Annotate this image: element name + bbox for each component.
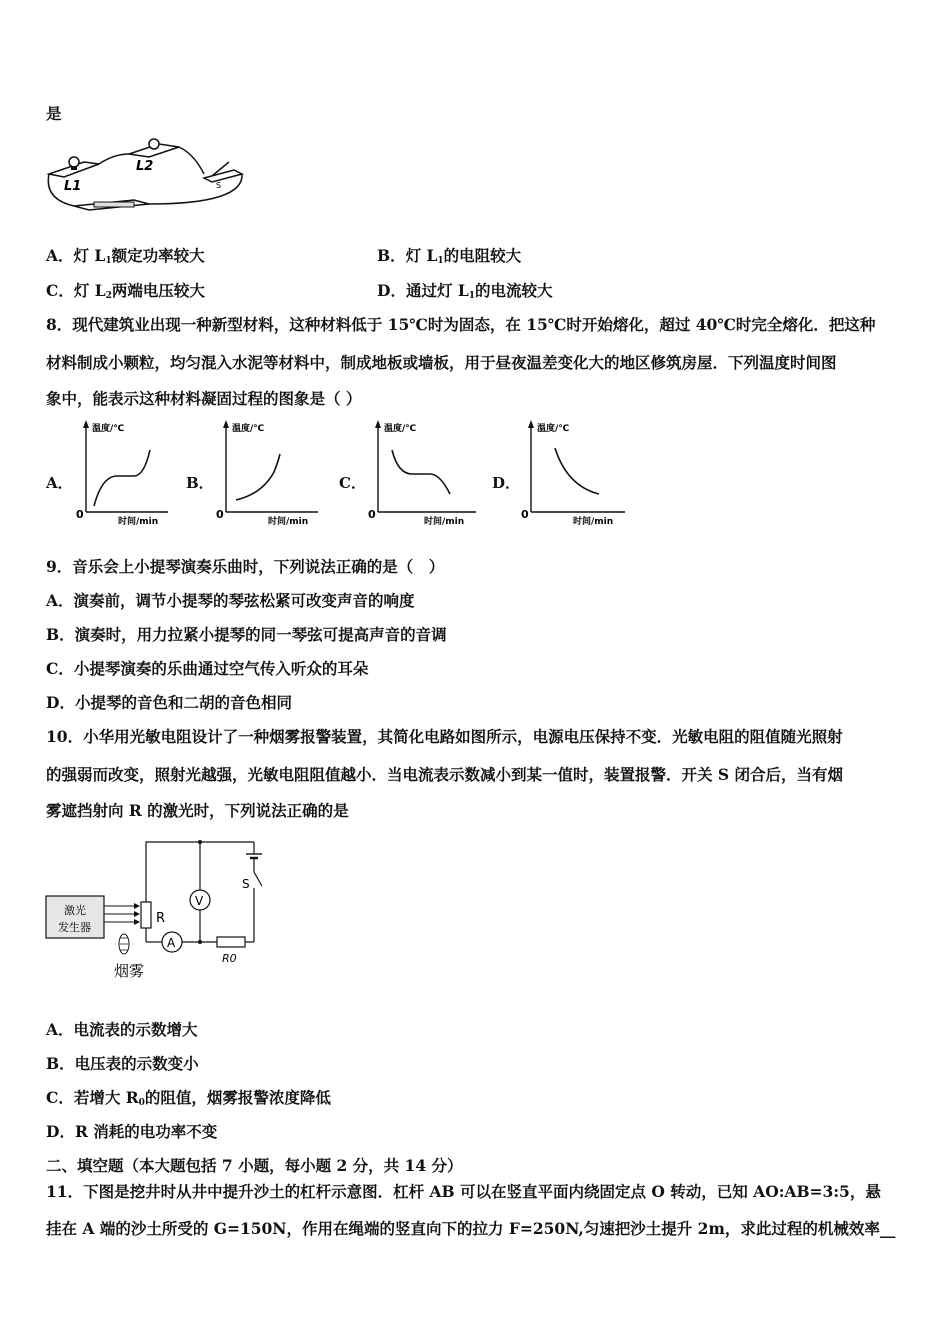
q8-graph-c xyxy=(364,418,480,530)
q9-option-d: D．小提琴的音色和二胡的音色相同 xyxy=(46,693,292,712)
graph-d-curve xyxy=(555,448,599,494)
q8-graph-a xyxy=(72,418,172,530)
q8-line-2: 材料制成小颗粒，均匀混入水泥等材料中，制成地板或墙板，用于昼夜温差变化大的地区修筑房屋．下列温度时间图 xyxy=(46,353,837,372)
graph-b-ylabel: 温度/℃ xyxy=(232,424,265,434)
section-2-heading: 二、填空题（本大题包括 7 小题，每小题 2 分，共 14 分） xyxy=(46,1156,463,1175)
q7-option-c: C．灯 $L_2$两端电压较大 xyxy=(46,281,205,301)
graph-d-ylabel: 温度/℃ xyxy=(537,424,570,434)
resistor-r-label: R xyxy=(156,911,166,926)
q10-line-1: 10．小华用光敏电阻设计了一种烟雾报警装置，其简化电路如图所示，电源电压保持不变．光敏电阻的阻值随光照射 xyxy=(46,727,843,746)
graph-b-xlabel: 时间/min xyxy=(268,517,309,527)
graph-a-curve xyxy=(94,450,150,506)
switch-s-label: S xyxy=(242,877,250,891)
switch-label: S xyxy=(216,181,222,190)
q8-line-1: 8．现代建筑业出现一种新型材料，这种材料低于 15℃时为固态，在 15℃时开始熔化，超过 40℃时完全熔化．把这种 xyxy=(46,315,876,334)
switch-s xyxy=(254,872,262,886)
q7-circuit-figure xyxy=(44,134,244,214)
ammeter-label: A xyxy=(167,936,176,950)
q10-option-a: A．电流表的示数增大 xyxy=(46,1020,198,1039)
l1-label: L1 xyxy=(64,179,82,194)
smoke-label: 烟雾 xyxy=(114,962,145,980)
q11-line-1: 11．下图是挖井时从井中提升沙土的杠杆示意图．杠杆 AB 可以在竖直平面内绕固定点 O 转动，已知 AO:AB=3:5，悬 xyxy=(46,1182,881,1201)
intro-tail: 是 xyxy=(46,104,62,123)
switch-base xyxy=(204,170,242,182)
q8-graph-d-label: D． xyxy=(492,474,521,492)
resistor-r0-label: R0 xyxy=(222,952,237,965)
voltmeter-label: V xyxy=(195,894,204,908)
q9-option-b: B．演奏时，用力拉紧小提琴的同一琴弦可提高声音的音调 xyxy=(46,625,447,644)
graph-c-xlabel: 时间/min xyxy=(424,517,465,527)
q7-option-b: B．灯 $L_1$的电阻较大 xyxy=(377,246,522,266)
graph-a-xlabel: 时间/min xyxy=(118,517,159,527)
q8-graph-b-label: B． xyxy=(186,474,214,492)
graph-d-xlabel: 时间/min xyxy=(573,517,614,527)
q9-option-a: A．演奏前，调节小提琴的琴弦松紧可改变声音的响度 xyxy=(46,591,415,610)
laser-label-line2: 发生器 xyxy=(58,921,91,934)
resistor-r0 xyxy=(217,937,245,947)
laser-label-line1: 激光 xyxy=(64,904,86,917)
resistor-r xyxy=(141,902,151,928)
graph-b-curve xyxy=(236,454,280,500)
q8-graph-c-label: C． xyxy=(339,474,366,492)
q9-option-c: C．小提琴演奏的乐曲通过空气传入听众的耳朵 xyxy=(46,659,369,678)
q7-option-a: A．灯 $L_1$额定功率较大 xyxy=(46,246,205,266)
q10-option-c: C．若增大 $R_0$的阻值，烟雾报警浓度降低 xyxy=(46,1088,331,1108)
q9-stem: 9．音乐会上小提琴演奏乐曲时，下列说法正确的是（ ） xyxy=(46,557,445,576)
q8-graph-d xyxy=(517,418,629,530)
l1-bulb xyxy=(69,157,79,167)
graph-c-curve xyxy=(392,450,450,494)
q8-graph-a-label: A． xyxy=(46,474,73,492)
q10-circuit-figure xyxy=(42,832,282,982)
l2-label: L2 xyxy=(136,159,154,174)
q8-graph-b xyxy=(212,418,322,530)
graph-b-origin: 0 xyxy=(216,508,224,521)
graph-a-origin: 0 xyxy=(76,508,84,521)
q10-line-3: 雾遮挡射向 R 的激光时，下列说法正确的是 xyxy=(46,801,349,820)
q8-line-3: 象中，能表示这种材料凝固过程的图象是（ ） xyxy=(46,389,362,408)
q10-line-2: 的强弱而改变，照射光越强，光敏电阻阻值越小．当电流表示数减小到某一值时，装置报警．开关 S 闭合后，当有烟 xyxy=(46,765,843,784)
q11-line-2: 挂在 A 端的沙土所受的 G=150N，作用在绳端的竖直向下的拉力 F=250N,匀速把沙土提升 2m，求此过程的机械效率__ xyxy=(46,1219,896,1238)
graph-d-origin: 0 xyxy=(521,508,529,521)
graph-c-origin: 0 xyxy=(368,508,376,521)
graph-a-ylabel: 温度/℃ xyxy=(92,424,125,434)
q10-option-d: D．R 消耗的电功率不变 xyxy=(46,1122,218,1141)
q7-option-d: D．通过灯 $L_1$的电流较大 xyxy=(377,281,553,301)
q10-option-b: B．电压表的示数变小 xyxy=(46,1054,199,1073)
graph-c-ylabel: 温度/℃ xyxy=(384,424,417,434)
l2-bulb xyxy=(149,139,159,149)
